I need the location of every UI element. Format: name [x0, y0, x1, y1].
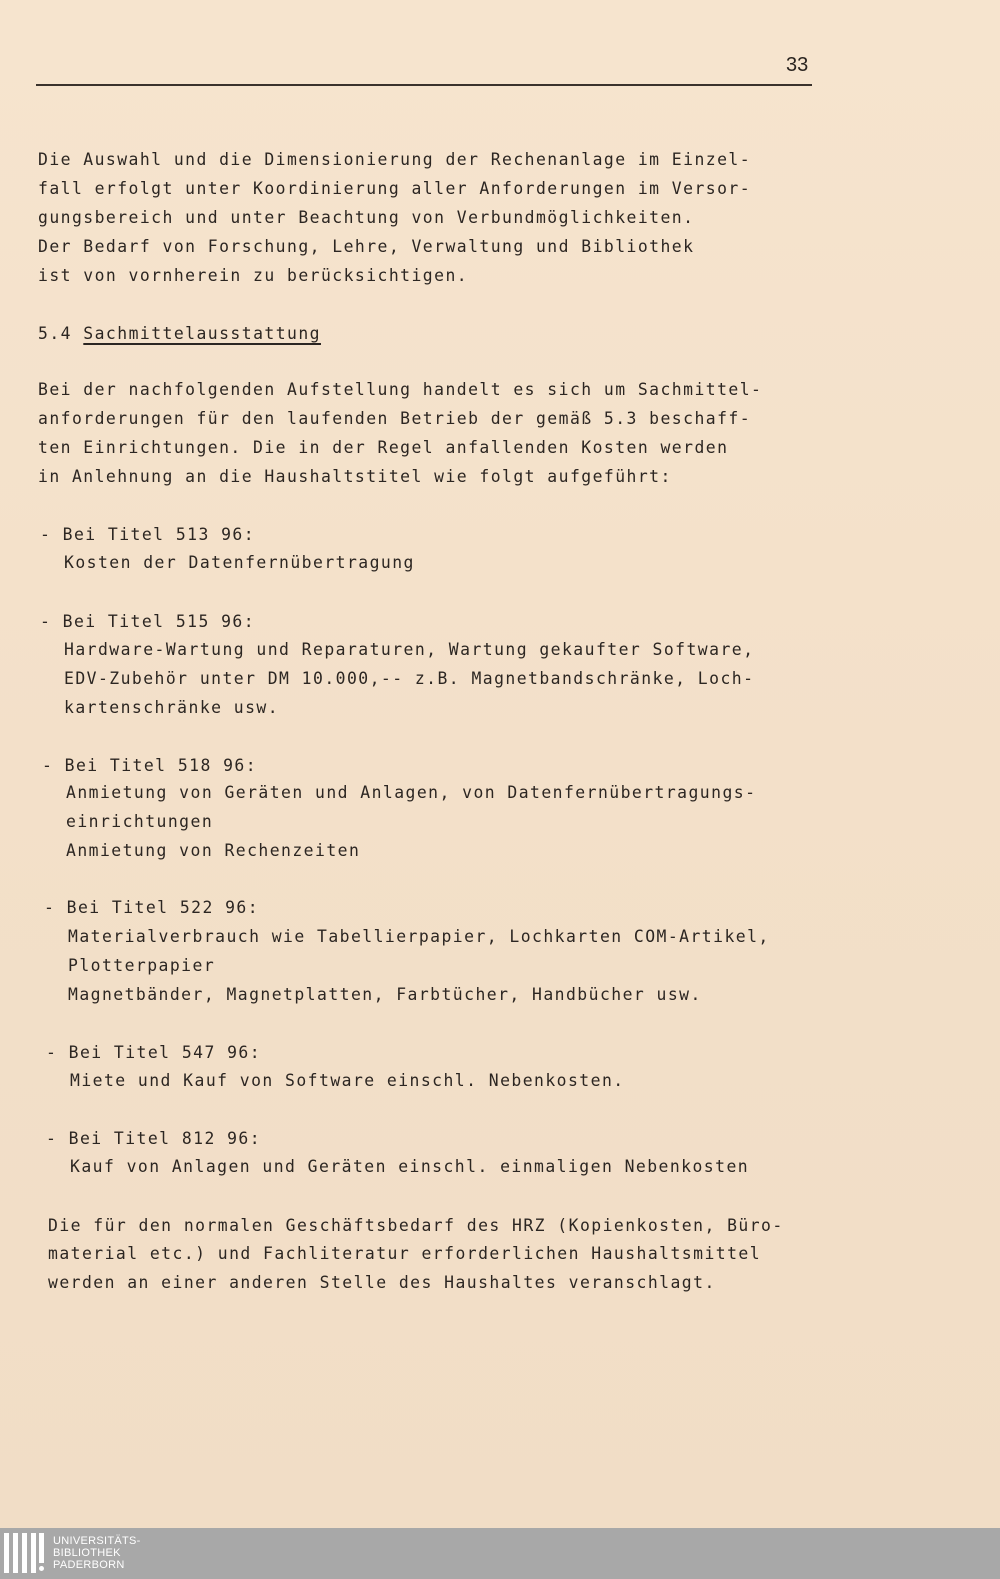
budget-item-line: Plotterpapier — [68, 956, 216, 975]
budget-item-line: EDV-Zubehör unter DM 10.000,-- z.B. Magnetbandschränke, Loch- — [64, 669, 755, 688]
paragraph3-line: material etc.) und Fachliteratur erforderlichen Haushaltsmittel — [48, 1244, 762, 1263]
budget-item-line: Anmietung von Rechenzeiten — [66, 841, 361, 860]
section-heading — [38, 324, 321, 344]
budget-item-line: Anmietung von Geräten und Anlagen, von Datenfernübertragungs- — [66, 783, 757, 802]
paragraph2-line: Bei der nachfolgenden Aufstellung handelt es sich um Sachmittel- — [38, 380, 763, 399]
budget-item-line: einrichtungen — [66, 812, 214, 831]
budget-item-line: kartenschränke usw. — [64, 698, 280, 717]
library-footer — [0, 1528, 1000, 1579]
budget-item-title: - Bei Titel 515 96: — [40, 612, 256, 631]
section-number: 5.4 — [38, 324, 72, 343]
logo-dot-icon — [39, 1566, 44, 1571]
paragraph2-line: ten Einrichtungen. Die in der Regel anfallenden Kosten werden — [38, 438, 729, 457]
budget-item-line: Magnetbänder, Magnetplatten, Farbtücher, Handbücher usw. — [68, 985, 702, 1004]
section-title: Sachmittelausstattung — [83, 324, 321, 343]
budget-item-title: - Bei Titel 812 96: — [46, 1129, 262, 1148]
paragraph3-line: Die für den normalen Geschäftsbedarf des HRZ (Kopienkosten, Büro- — [48, 1216, 784, 1235]
budget-item-title: - Bei Titel 518 96: — [42, 756, 258, 775]
library-barcode-logo-icon — [4, 1533, 44, 1573]
budget-item-line: Hardware-Wartung und Reparaturen, Wartung gekaufter Software, — [64, 640, 755, 659]
library-name-line: BIBLIOTHEK — [53, 1547, 121, 1559]
paragraph1-line: fall erfolgt unter Koordinierung aller Anforderungen im Versor- — [38, 179, 752, 198]
paragraph1-line: ist von vornherein zu berücksichtigen. — [38, 266, 469, 285]
budget-item-line: Kauf von Anlagen und Geräten einschl. einmaligen Nebenkosten — [70, 1157, 750, 1176]
budget-item-title: - Bei Titel 522 96: — [44, 898, 260, 917]
library-name — [53, 1535, 141, 1571]
library-name-line: PADERBORN — [53, 1559, 125, 1571]
paragraph3-line: werden an einer anderen Stelle des Haushaltes veranschlagt. — [48, 1273, 716, 1292]
budget-item-line: Miete und Kauf von Software einschl. Nebenkosten. — [70, 1071, 625, 1090]
header-rule — [36, 84, 812, 86]
paragraph1-line: gungsbereich und unter Beachtung von Verbundmöglichkeiten. — [38, 208, 695, 227]
library-name-line: UNIVERSITÄTS- — [53, 1535, 141, 1547]
paragraph2-line: in Anlehnung an die Haushaltstitel wie folgt aufgeführt: — [38, 467, 672, 486]
paragraph2-line: anforderungen für den laufenden Betrieb der gemäß 5.3 beschaff- — [38, 409, 752, 428]
paragraph1-line: Der Bedarf von Forschung, Lehre, Verwaltung und Bibliothek — [38, 237, 695, 256]
budget-item-title: - Bei Titel 547 96: — [46, 1043, 262, 1062]
budget-item-line: Kosten der Datenfernübertragung — [64, 553, 415, 572]
page-number: 33 — [786, 54, 809, 76]
budget-item-line: Materialverbrauch wie Tabellierpapier, Lochkarten COM-Artikel, — [68, 927, 770, 946]
paragraph1-line: Die Auswahl und die Dimensionierung der Rechenanlage im Einzel- — [38, 150, 752, 169]
budget-item-title: - Bei Titel 513 96: — [40, 525, 256, 544]
